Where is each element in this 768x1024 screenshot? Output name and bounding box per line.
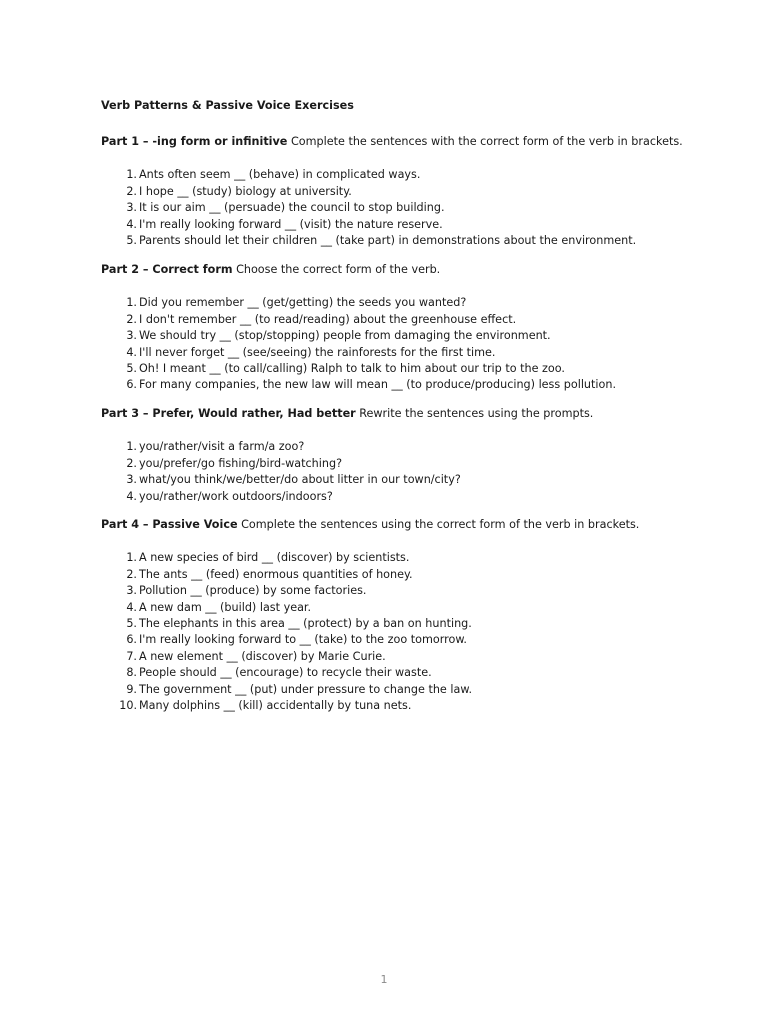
- item-text: A new element __ (discover) by Marie Curie.: [139, 649, 386, 663]
- item-number: 8.: [126, 666, 137, 680]
- item-number: 2.: [126, 184, 137, 198]
- item-text: Pollution __ (produce) by some factories.: [139, 584, 367, 598]
- item-text: A new dam __ (build) last year.: [139, 600, 312, 614]
- part-1-list: [101, 167, 741, 249]
- item-number: 1.: [126, 168, 137, 182]
- part-1-section: [101, 134, 741, 249]
- list-item: [101, 345, 741, 361]
- part-1-instruction: Complete the sentences with the correct form of the verb in brackets.: [290, 135, 683, 148]
- item-text: Did you remember __ (get/getting) the seeds you wanted?: [139, 296, 467, 310]
- list-item: [101, 184, 741, 200]
- list-item: [101, 682, 741, 698]
- list-item: [101, 649, 741, 665]
- item-text: Oh! I meant __ (to call/calling) Ralph to talk to him about our trip to the zoo.: [139, 361, 565, 375]
- list-item: [101, 567, 741, 583]
- item-text: Parents should let their children __ (take part) in demonstrations about the environment.: [139, 233, 637, 247]
- item-number: 6.: [126, 633, 137, 647]
- part-4-section: [101, 517, 741, 714]
- part-2-instruction: Choose the correct form of the verb.: [236, 263, 441, 276]
- item-text: We should try __ (stop/stopping) people from damaging the environment.: [139, 329, 551, 343]
- list-item: [101, 361, 741, 377]
- list-item: [101, 377, 741, 393]
- part-4-instruction: Complete the sentences using the correct form of the verb in brackets.: [241, 518, 640, 531]
- item-number: 7.: [126, 649, 137, 663]
- list-item: [101, 472, 741, 488]
- part-1-label: Part 1 – -ing form or infinitive: [101, 135, 288, 148]
- part-2-heading: [101, 262, 741, 278]
- item-number: 4.: [126, 217, 137, 231]
- part-3-label: Part 3 – Prefer, Would rather, Had better: [101, 407, 356, 420]
- item-text: I'll never forget __ (see/seeing) the rainforests for the first time.: [139, 345, 496, 359]
- list-item: [101, 583, 741, 599]
- item-number: 5.: [126, 361, 137, 375]
- page-number: 1: [380, 973, 388, 986]
- list-item: [101, 600, 741, 616]
- item-number: 5.: [126, 233, 137, 247]
- list-item: [101, 665, 741, 681]
- item-number: 1.: [126, 440, 137, 454]
- part-3-heading: [101, 406, 741, 422]
- item-number: 6.: [126, 378, 137, 392]
- item-text: The government __ (put) under pressure to change the law.: [139, 682, 473, 696]
- item-number: 1.: [126, 296, 137, 310]
- part-2-section: [101, 262, 741, 394]
- item-text: The ants __ (feed) enormous quantities of honey.: [139, 567, 413, 581]
- list-item: [101, 489, 741, 505]
- part-3-list: [101, 439, 741, 505]
- part-4-label: Part 4 – Passive Voice: [101, 518, 238, 531]
- part-2-list: [101, 295, 741, 393]
- item-number: 2.: [126, 312, 137, 326]
- item-text: People should __ (encourage) to recycle their waste.: [139, 666, 432, 680]
- list-item: [101, 439, 741, 455]
- item-number: 3.: [126, 329, 137, 343]
- item-text: I'm really looking forward to __ (take) to the zoo tomorrow.: [139, 633, 467, 647]
- list-item: [101, 456, 741, 472]
- list-item: [101, 698, 741, 714]
- list-item: [101, 328, 741, 344]
- item-text: A new species of bird __ (discover) by scientists.: [139, 551, 410, 565]
- part-4-heading: [101, 517, 741, 533]
- list-item: [101, 632, 741, 648]
- item-text: you/rather/visit a farm/a zoo?: [139, 440, 305, 454]
- list-item: [101, 550, 741, 566]
- item-number: 9.: [126, 682, 137, 696]
- item-text: you/rather/work outdoors/indoors?: [139, 489, 333, 503]
- item-number: 1.: [126, 551, 137, 565]
- list-item: [101, 233, 741, 249]
- item-number: 5.: [126, 616, 137, 630]
- list-item: [101, 295, 741, 311]
- item-text: The elephants in this area __ (protect) by a ban on hunting.: [139, 616, 472, 630]
- part-3-instruction: Rewrite the sentences using the prompts.: [359, 407, 594, 420]
- item-text: I hope __ (study) biology at university.: [139, 184, 352, 198]
- item-number: 3.: [126, 584, 137, 598]
- item-text: For many companies, the new law will mean __ (to produce/producing) less pollution.: [139, 378, 617, 392]
- list-item: [101, 167, 741, 183]
- item-text: Ants often seem __ (behave) in complicated ways.: [139, 168, 421, 182]
- item-number: 2.: [126, 456, 137, 470]
- list-item: [101, 217, 741, 233]
- item-number: 3.: [126, 473, 137, 487]
- item-text: I'm really looking forward __ (visit) the nature reserve.: [139, 217, 443, 231]
- item-number: 3.: [126, 201, 137, 215]
- list-item: [101, 616, 741, 632]
- item-number: 4.: [126, 600, 137, 614]
- item-text: I don't remember __ (to read/reading) about the greenhouse effect.: [139, 312, 517, 326]
- part-1-heading: [101, 134, 741, 150]
- item-text: Many dolphins __ (kill) accidentally by tuna nets.: [139, 698, 412, 712]
- document-title: Verb Patterns & Passive Voice Exercises: [101, 99, 354, 112]
- item-number: 4.: [126, 489, 137, 503]
- item-text: you/prefer/go fishing/bird-watching?: [139, 456, 343, 470]
- part-2-label: Part 2 – Correct form: [101, 263, 233, 276]
- list-item: [101, 200, 741, 216]
- item-number: 10.: [119, 698, 137, 712]
- part-4-list: [101, 550, 741, 714]
- item-text: It is our aim __ (persuade) the council to stop building.: [139, 201, 445, 215]
- item-number: 4.: [126, 345, 137, 359]
- item-number: 2.: [126, 567, 137, 581]
- list-item: [101, 312, 741, 328]
- item-text: what/you think/we/better/do about litter in our town/city?: [139, 473, 461, 487]
- part-3-section: [101, 406, 741, 505]
